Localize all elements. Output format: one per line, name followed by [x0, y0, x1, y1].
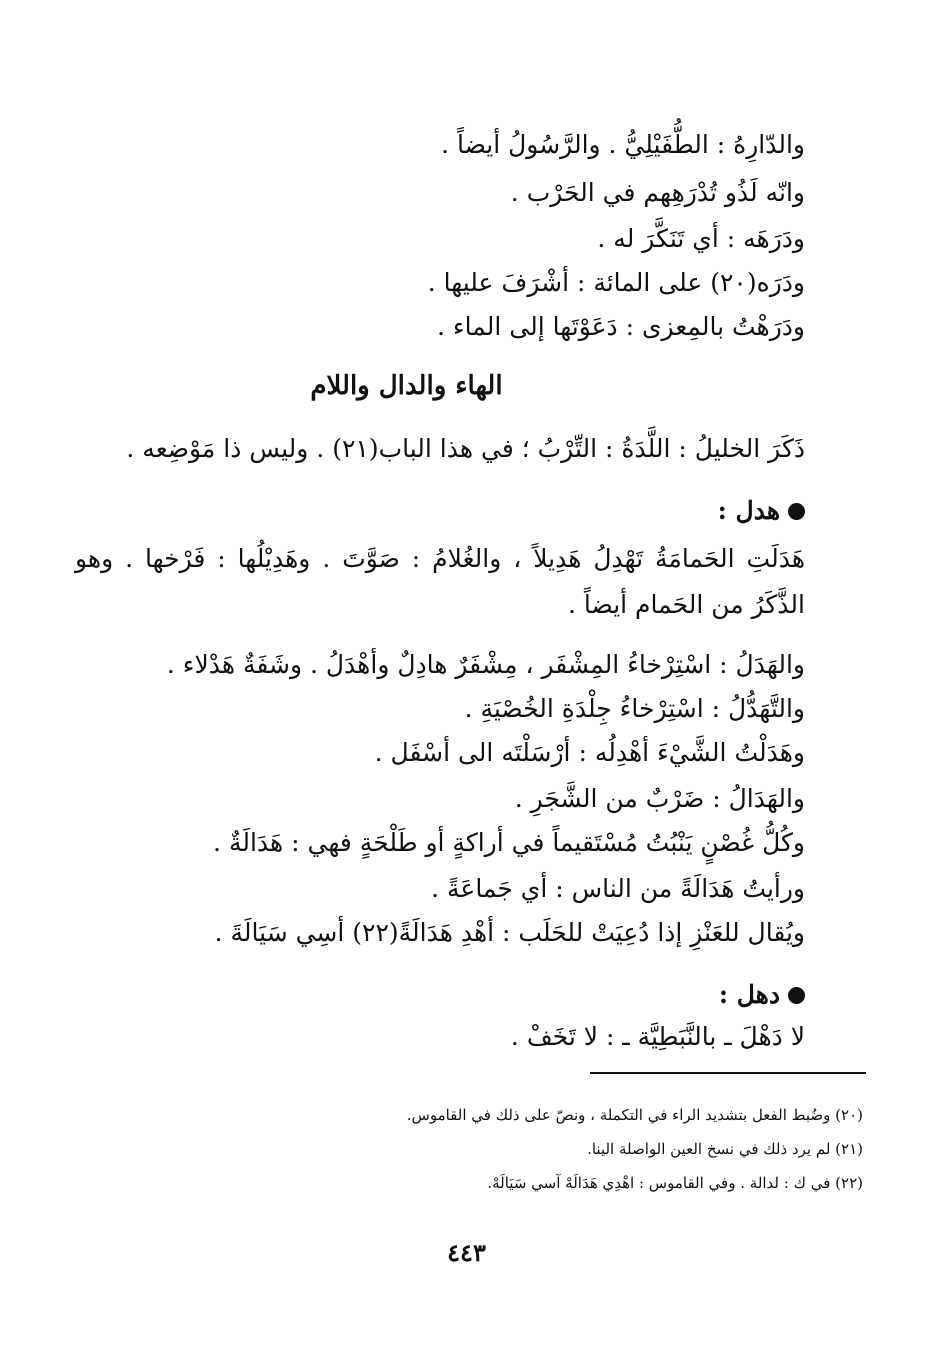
entry-title: دهل :	[718, 980, 780, 1009]
footnote-divider	[590, 1072, 866, 1074]
text-line: ورأيتُ هَدَالَةً من الناس : أي جَماعَةً .	[431, 874, 805, 903]
text-line: ودَرَهَه : أي تَنَكَّرَ له .	[597, 224, 805, 253]
footnote: (٢٠) وضُبط الفعل بتشديد الراء في التكملة ، ونصّ على ذلك في القاموس.	[406, 1106, 863, 1124]
intro-line: ذَكَرَ الخليلُ : اللَّدَةُ : التِّرْبُ ؛ في هذا الباب(٢١) . وليس ذا مَوْضِعه .	[126, 434, 805, 463]
text-line: والدّارِهُ : الطُّفَيْلِيُّ . والرَّسُولُ أيضاً .	[441, 130, 805, 159]
text-line: ويُقال للعَنْزِ إذا دُعِيَتْ للحَلَب : أهْدِ هَدَالَةً(٢٢) أسِي سَيَالَةَ .	[214, 918, 805, 947]
page-number: ٤٤٣	[447, 1238, 486, 1267]
entry-paragraph: هَدَلَتِ الحَمامَةُ تَهْدِلُ هَدِيلاً ، والغُلامُ : صَوَّتَ . وهَدِيْلُها : فَرْخها . وهو الذَّكَرُ من الحَمام أيضاً .	[75, 544, 805, 619]
text-line: وهَدَلْتُ الشَّيْءَ أهْدِلُه : أرْسَلْتَه الى أسْفَل .	[374, 738, 805, 767]
section-heading: الهاء والدال واللام	[310, 371, 503, 401]
footnote: (٢٢) في ك : لدالة . وفي القاموس : اهْدِي هَدَالَهْ آسي سَيَالَهْ.	[487, 1174, 863, 1192]
bullet-icon	[788, 503, 805, 520]
text-line: ودَرَهْتُ بالمِعزى : دَعَوْتَها إلى الماء .	[437, 312, 805, 341]
bullet-icon	[788, 987, 805, 1004]
entry-heading-dhl	[719, 978, 805, 1012]
footnote: (٢١) لم يرد ذلك في نسخ العين الواصلة الينا.	[587, 1140, 863, 1158]
text-line: وكُلُّ غُصْنٍ يَنْبُتُ مُسْتَقيماً في أراكةٍ أو طَلْحَةٍ فهي : هَدَالَةٌ .	[213, 828, 805, 857]
entry-title: هدل :	[717, 496, 780, 525]
text-line: لا دَهْلَ ـ بالنَّبَطِيَّة ـ : لا تَخَفْ .	[510, 1022, 805, 1051]
text-line: والتَّهَدُّلُ : اسْتِرْخاءُ جِلْدَةِ الخُصْيَةِ .	[464, 694, 805, 723]
text-line: وانّه لَذُو تُدْرَهِهم في الحَرْب .	[510, 178, 805, 207]
text-line: والهَدَلُ : اسْتِرْخاءُ المِشْفَر ، مِشْفَرٌ هادِلٌ وأهْدَلُ . وشَفَةٌ هَدْلاء .	[166, 650, 805, 679]
text-line: ودَرَه(٢٠) على المائة : أشْرَفَ عليها .	[427, 268, 805, 297]
text-line: والهَدَالُ : ضَرْبٌ من الشَّجَرِ .	[514, 784, 805, 813]
entry-heading-hdl	[718, 494, 805, 528]
